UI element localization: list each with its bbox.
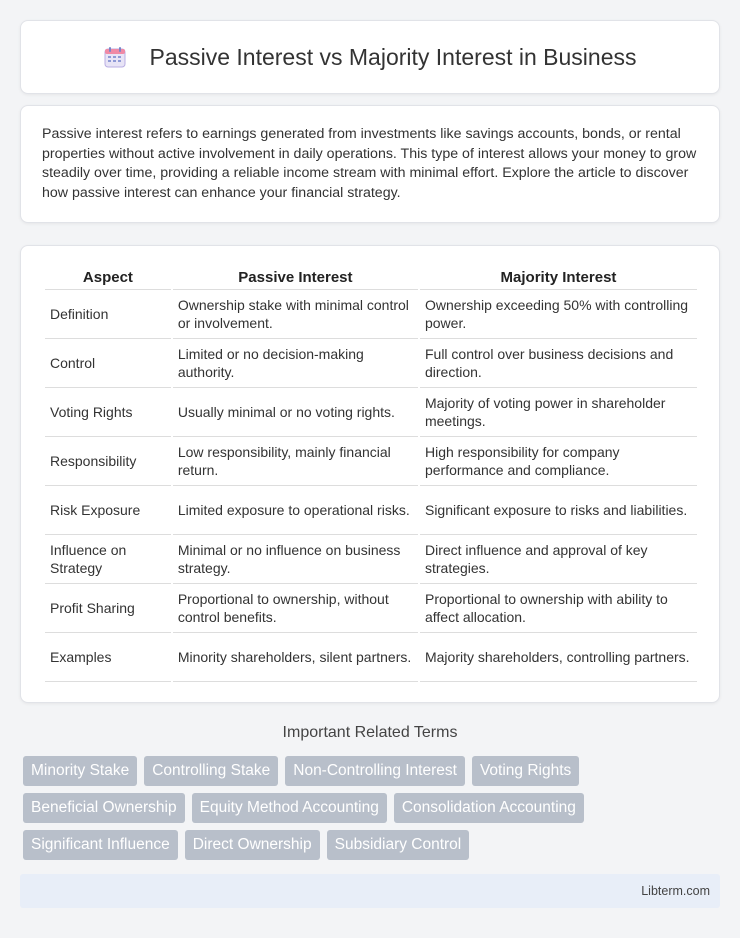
related-term-tag[interactable]: Direct Ownership [185, 830, 320, 860]
cell-passive-interest: Proportional to ownership, without control benefits. [173, 584, 418, 633]
cell-majority-interest: Full control over business decisions and direction. [420, 339, 697, 388]
cell-aspect: Responsibility [45, 437, 171, 486]
related-term-tag[interactable]: Equity Method Accounting [192, 793, 387, 823]
table-row [45, 339, 697, 388]
cell-aspect: Voting Rights [45, 388, 171, 437]
cell-passive-interest: Ownership stake with minimal control or involvement. [173, 290, 418, 339]
table-row [45, 633, 697, 682]
table-row [45, 584, 697, 633]
header-card [20, 20, 720, 94]
related-term-tag[interactable]: Beneficial Ownership [23, 793, 185, 823]
cell-aspect: Definition [45, 290, 171, 339]
cell-passive-interest: Usually minimal or no voting rights. [173, 388, 418, 437]
cell-majority-interest: Majority of voting power in shareholder meetings. [420, 388, 697, 437]
cell-passive-interest: Minority shareholders, silent partners. [173, 633, 418, 682]
cell-aspect: Control [45, 339, 171, 388]
comparison-card [20, 245, 720, 703]
related-term-tag[interactable]: Non-Controlling Interest [285, 756, 465, 786]
comparison-table [43, 266, 699, 682]
related-terms [23, 756, 723, 867]
related-term-tag[interactable]: Controlling Stake [144, 756, 278, 786]
cell-majority-interest: High responsibility for company performance and compliance. [420, 437, 697, 486]
cell-passive-interest: Limited or no decision-making authority. [173, 339, 418, 388]
related-term-tag[interactable]: Subsidiary Control [327, 830, 470, 860]
footer [20, 874, 720, 908]
tag-row [23, 793, 723, 823]
calendar-icon [103, 45, 127, 69]
table-header-row [45, 266, 697, 290]
cell-passive-interest: Low responsibility, mainly financial return. [173, 437, 418, 486]
header-aspect: Aspect [45, 266, 171, 290]
intro-text: Passive interest refers to earnings generated from investments like savings accounts, bonds, or rental properties without active involvement in daily operations. This type of interest allows your money to grow steadily over time, providing a reliable income stream with minimal effort. Explore the article to discover how passive interest can enhance your financial strategy. [42, 126, 697, 201]
cell-passive-interest: Minimal or no influence on business strategy. [173, 535, 418, 584]
tag-row [23, 756, 723, 786]
header-majority-interest: Majority Interest [420, 266, 697, 290]
cell-majority-interest: Ownership exceeding 50% with controlling power. [420, 290, 697, 339]
table-row [45, 486, 697, 535]
cell-majority-interest: Proportional to ownership with ability to affect allocation. [420, 584, 697, 633]
related-terms-title: Important Related Terms [282, 724, 458, 741]
page-title: Passive Interest vs Majority Interest in Business [149, 43, 637, 70]
table-row [45, 290, 697, 339]
table-row [45, 437, 697, 486]
table-row [45, 388, 697, 437]
cell-aspect: Risk Exposure [45, 486, 171, 535]
header-passive-interest: Passive Interest [173, 266, 418, 290]
related-term-tag[interactable]: Minority Stake [23, 756, 137, 786]
cell-aspect: Examples [45, 633, 171, 682]
cell-aspect: Influence on Strategy [45, 535, 171, 584]
cell-majority-interest: Direct influence and approval of key strategies. [420, 535, 697, 584]
cell-aspect: Profit Sharing [45, 584, 171, 633]
cell-passive-interest: Limited exposure to operational risks. [173, 486, 418, 535]
related-term-tag[interactable]: Significant Influence [23, 830, 178, 860]
tag-row [23, 830, 723, 860]
footer-brand[interactable]: Libterm.com [641, 884, 710, 898]
table-row [45, 535, 697, 584]
related-term-tag[interactable]: Consolidation Accounting [394, 793, 584, 823]
cell-majority-interest: Majority shareholders, controlling partners. [420, 633, 697, 682]
related-term-tag[interactable]: Voting Rights [472, 756, 579, 786]
intro-card [20, 105, 720, 223]
cell-majority-interest: Significant exposure to risks and liabilities. [420, 486, 697, 535]
